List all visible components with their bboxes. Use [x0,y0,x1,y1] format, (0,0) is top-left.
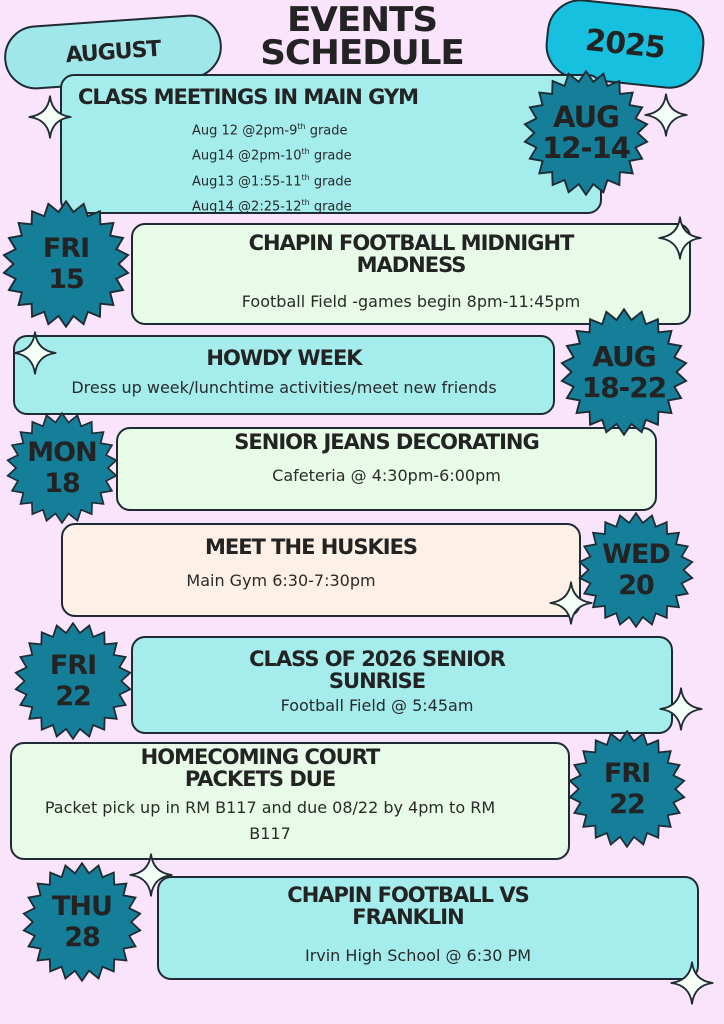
event-detail: Irvin High School @ 6:30 PM [304,946,532,965]
sparkle-icon [548,580,594,626]
event-detail: Cafeteria @ 4:30pm-6:00pm [272,466,501,485]
event-card-senior-sunrise [131,636,673,734]
sparkle-icon [643,92,689,138]
sparkle-icon [657,215,703,261]
date-badge: FRI 22 [14,622,132,740]
event-detail: Packet pick up in RM B117 and due 08/22 by 4pm to RM B117 [44,798,496,843]
year-label: 2025 [583,22,667,66]
event-detail: Main Gym 6:30-7:30pm [186,571,376,590]
event-title: CHAPIN FOOTBALL MIDNIGHT MADNESS [248,231,574,277]
page-title-line2: SCHEDULE [260,33,464,73]
event-title: CHAPIN FOOTBALL VS FRANKLIN [287,883,529,929]
event-card-senior-jeans [116,427,657,511]
event-title: CLASS OF 2026 SENIOR SUNRISE [249,647,505,693]
sparkle-icon [128,852,174,898]
event-detail: Football Field @ 5:45am [280,696,474,715]
event-title: CLASS MEETINGS IN MAIN GYM [78,85,419,109]
date-badge: AUG 18-22 [560,308,688,436]
page-title-line1: EVENTS [286,0,438,40]
sparkle-icon [658,686,704,732]
month-label: AUGUST [64,36,162,68]
date-badge: FRI 15 [2,200,130,328]
event-card-class-meetings [60,74,602,214]
date-badge: FRI 22 [568,730,686,848]
event-card-meet-huskies [61,523,581,617]
sparkle-icon [12,330,58,376]
date-badge: THU 28 [22,862,142,982]
event-card-howdy-week [13,335,555,415]
event-detail: Dress up week/lunchtime activities/meet new friends [71,378,497,397]
event-title: HOMECOMING COURT PACKETS DUE [140,745,380,791]
session-line: Aug14 @2pm-10th grade [192,147,352,164]
sparkle-icon [669,960,715,1006]
sparkle-icon [27,94,73,140]
session-line: Aug 12 @2pm-9th grade [192,122,348,139]
session-list [62,116,600,217]
date-badge: WED 20 [578,512,694,628]
session-line: Aug14 @2:25-12th grade [192,197,352,215]
date-badge: MON 18 [6,412,118,524]
event-card-homecoming-court [10,742,570,860]
event-card-football-franklin [157,876,699,980]
event-title: MEET THE HUSKIES [204,535,418,559]
event-detail: Football Field -games begin 8pm-11:45pm [241,292,581,311]
session-line: Aug13 @1:55-11th grade [192,172,352,189]
event-title: HOWDY WEEK [206,346,362,370]
event-title: SENIOR JEANS DECORATING [234,430,539,454]
date-badge: AUG 12-14 [523,70,649,196]
